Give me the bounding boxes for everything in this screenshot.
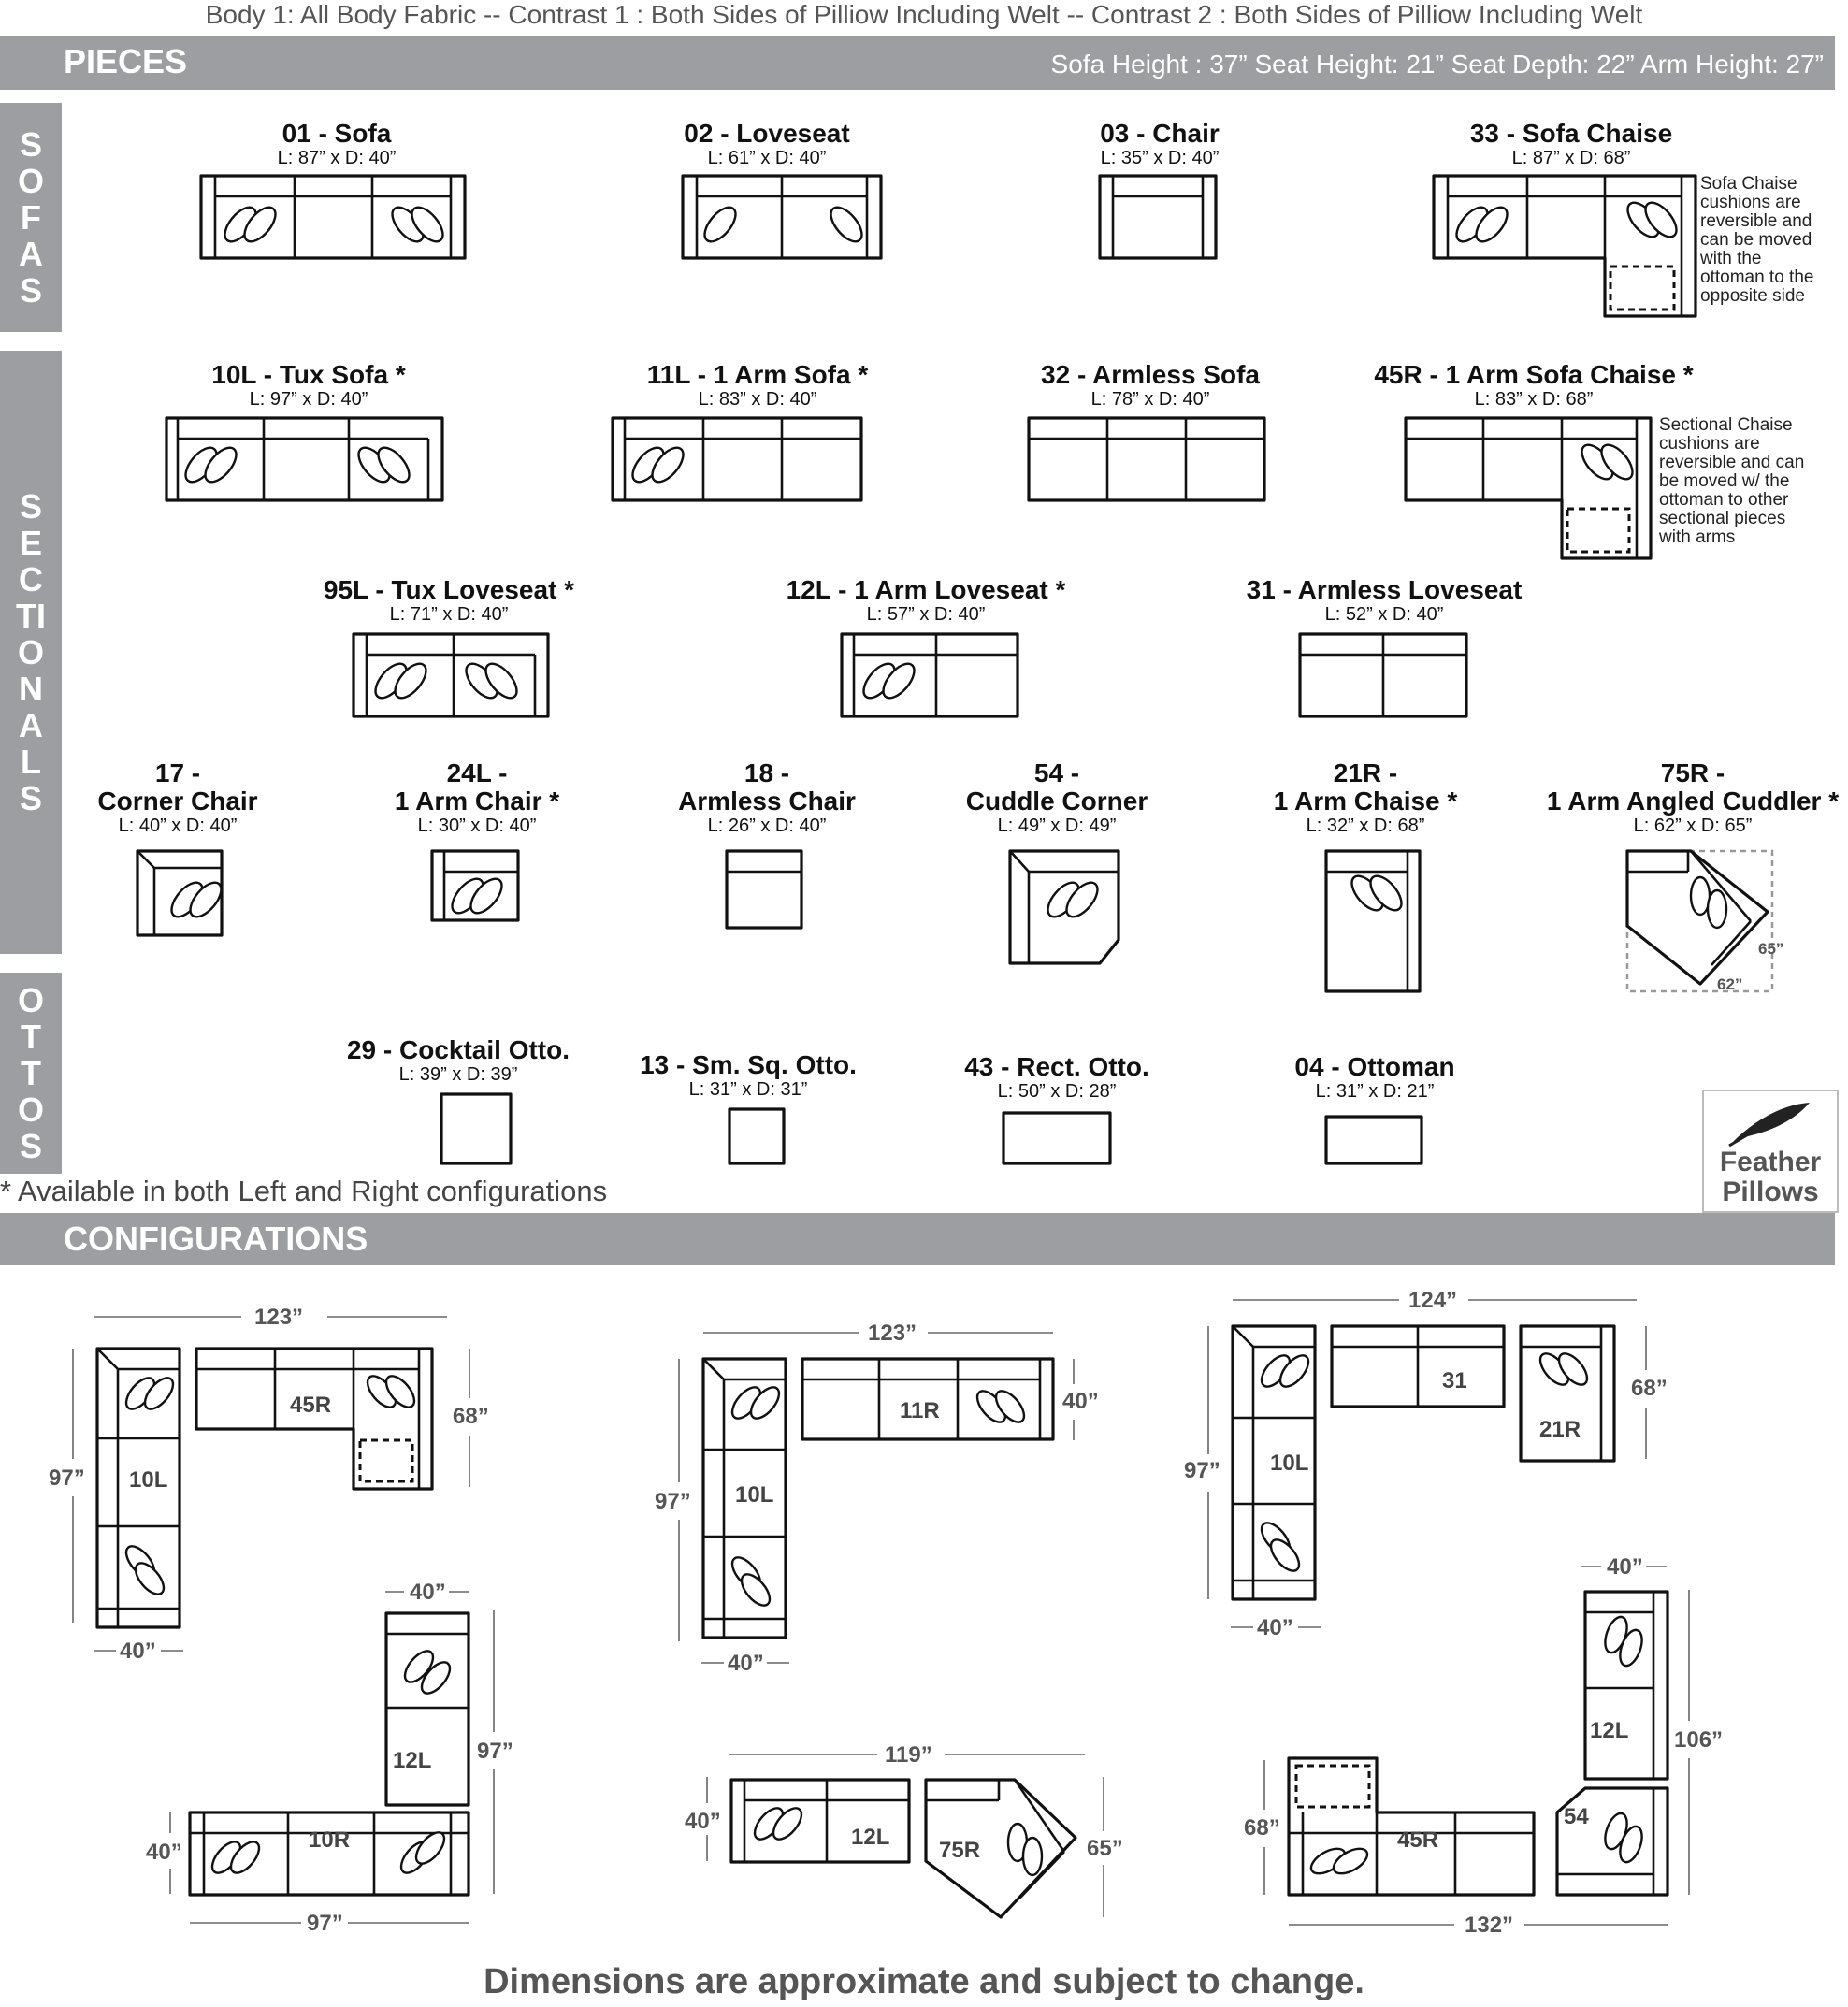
- availability-note: * Available in both Left and Right configurations: [0, 1175, 608, 1207]
- svg-text:40”: 40”: [1607, 1554, 1643, 1580]
- svg-text:45R: 45R: [1397, 1827, 1439, 1853]
- sectional-chaise-note: Sectional Chaise cushions are reversible and can be moved w/ the ottoman to other sectional pieces with arms: [1659, 415, 1805, 547]
- piece-54-cuddle-corner: 54 - Cuddle Corner L: 49” x D: 49”: [965, 758, 1148, 836]
- svg-text:12L: 12L: [851, 1825, 890, 1850]
- sofa-chaise-note: Sofa Chaise cushions are reversible and can be moved with the ottoman to the opposite side: [1700, 174, 1814, 306]
- piece-31-armless-loveseat: 31 - Armless Loveseat L: 52” x D: 40”: [1246, 575, 1523, 625]
- svg-text:12L: 12L: [393, 1748, 432, 1773]
- piece-04-ottoman: 04 - Ottoman L: 31” x D: 21”: [1294, 1052, 1455, 1102]
- svg-text:97”: 97”: [477, 1739, 513, 1764]
- svg-text:97”: 97”: [655, 1489, 691, 1514]
- svg-text:40”: 40”: [1062, 1389, 1099, 1414]
- piece-29-cocktail-otto: 29 - Cocktail Otto. L: 39” x D: 39”: [346, 1035, 570, 1085]
- svg-text:97”: 97”: [307, 1911, 343, 1936]
- piece-02-loveseat: 02 - Loveseat L: 61” x D: 40”: [684, 119, 850, 168]
- svg-text:40”: 40”: [146, 1840, 182, 1865]
- svg-text:123”: 123”: [254, 1305, 304, 1330]
- piece-32-armless-sofa: 32 - Armless Sofa L: 78” x D: 40”: [1041, 360, 1260, 410]
- config-5: [685, 1742, 1123, 1917]
- piece-17-corner-chair: 17 - Corner Chair L: 40” x D: 40”: [97, 758, 258, 836]
- config-1: [49, 1305, 489, 1664]
- config-2: [655, 1321, 1099, 1676]
- svg-text:11R: 11R: [900, 1398, 940, 1423]
- svg-text:75R: 75R: [939, 1838, 981, 1863]
- piece-01-sofa: 01 - Sofa L: 87” x D: 40”: [277, 119, 397, 168]
- svg-text:65”: 65”: [1087, 1836, 1123, 1861]
- config-6: [1244, 1554, 1723, 1938]
- svg-text:132”: 132”: [1465, 1913, 1514, 1938]
- piece-11l-1-arm-sofa: 11L - 1 Arm Sofa * L: 83” x D: 40”: [646, 360, 869, 410]
- pieces-specs: Sofa Height : 37” Seat Height: 21” Seat Depth: 22” Arm Height: 27”: [1050, 50, 1824, 79]
- svg-text:10L: 10L: [1270, 1451, 1309, 1476]
- piece-33-sofa-chaise: 33 - Sofa Chaise L: 87” x D: 68”: [1469, 119, 1673, 168]
- svg-text:97”: 97”: [1184, 1458, 1220, 1483]
- piece-12l-1-arm-loveseat: 12L - 1 Arm Loveseat * L: 57” x D: 40”: [786, 575, 1066, 625]
- svg-text:40”: 40”: [120, 1639, 156, 1664]
- config-4: [146, 1580, 513, 1936]
- side-tab-sofas: SOFAS: [0, 103, 62, 332]
- fabric-note: Body 1: All Body Fabric -- Contrast 1 : Both Sides of Pilliow Including Welt -- Contrast 2 : Both Sides of Pilliow Including Welt: [205, 0, 1643, 29]
- svg-text:68”: 68”: [1244, 1815, 1280, 1841]
- cuddler-length-label: 62”: [1717, 975, 1743, 993]
- svg-text:10R: 10R: [309, 1827, 351, 1853]
- piece-45r-1-arm-sofa-chaise: 45R - 1 Arm Sofa Chaise * L: 83” x D: 68”: [1374, 360, 1694, 410]
- svg-text:10L: 10L: [129, 1467, 168, 1493]
- svg-text:31: 31: [1442, 1368, 1467, 1393]
- svg-text:124”: 124”: [1408, 1288, 1458, 1313]
- svg-text:21R: 21R: [1539, 1417, 1581, 1442]
- svg-text:123”: 123”: [868, 1321, 917, 1346]
- svg-text:97”: 97”: [49, 1466, 85, 1491]
- piece-18-armless-chair: 18 - Armless Chair L: 26” x D: 40”: [678, 758, 856, 836]
- piece-43-rect-otto: 43 - Rect. Otto. L: 50” x D: 28”: [964, 1052, 1149, 1102]
- config-3: [1184, 1288, 1668, 1640]
- svg-text:106”: 106”: [1674, 1727, 1724, 1753]
- svg-text:54: 54: [1564, 1804, 1589, 1829]
- piece-21r-1-arm-chaise: 21R - 1 Arm Chaise * L: 32” x D: 68”: [1273, 758, 1458, 836]
- piece-03-chair: 03 - Chair L: 35” x D: 40”: [1100, 119, 1220, 168]
- pieces-title: PIECES: [64, 42, 188, 80]
- feather-pillows-badge: Feather Pillows: [1702, 1090, 1839, 1213]
- svg-text:45R: 45R: [290, 1393, 332, 1418]
- configurations-title: CONFIGURATIONS: [64, 1220, 368, 1258]
- cuddler-depth-label: 65”: [1758, 940, 1784, 958]
- svg-text:68”: 68”: [453, 1404, 489, 1429]
- svg-text:40”: 40”: [410, 1580, 446, 1605]
- piece-13-sm-sq-otto: 13 - Sm. Sq. Otto. L: 31” x D: 31”: [640, 1050, 857, 1100]
- piece-24l-1-arm-chair: 24L - 1 Arm Chair * L: 30” x D: 40”: [394, 758, 560, 836]
- svg-text:40”: 40”: [685, 1809, 721, 1834]
- svg-text:12L: 12L: [1590, 1718, 1629, 1743]
- dimensions-disclaimer: Dimensions are approximate and subject to change.: [484, 1962, 1364, 2001]
- piece-95l-tux-loveseat: 95L - Tux Loveseat * L: 71” x D: 40”: [323, 575, 575, 625]
- svg-text:40”: 40”: [1257, 1615, 1293, 1640]
- svg-text:68”: 68”: [1631, 1376, 1668, 1401]
- side-tab-ottos: OTTOS: [0, 973, 62, 1174]
- svg-text:10L: 10L: [735, 1482, 774, 1508]
- piece-75r-angled-cuddler: 75R - 1 Arm Angled Cuddler * L: 62” x D: 65”: [1546, 758, 1840, 836]
- svg-text:119”: 119”: [885, 1742, 932, 1768]
- piece-10l-tux-sofa: 10L - Tux Sofa * L: 97” x D: 40”: [211, 360, 406, 410]
- svg-text:40”: 40”: [728, 1651, 764, 1676]
- side-tab-sectionals: SECTIONALS: [0, 351, 62, 954]
